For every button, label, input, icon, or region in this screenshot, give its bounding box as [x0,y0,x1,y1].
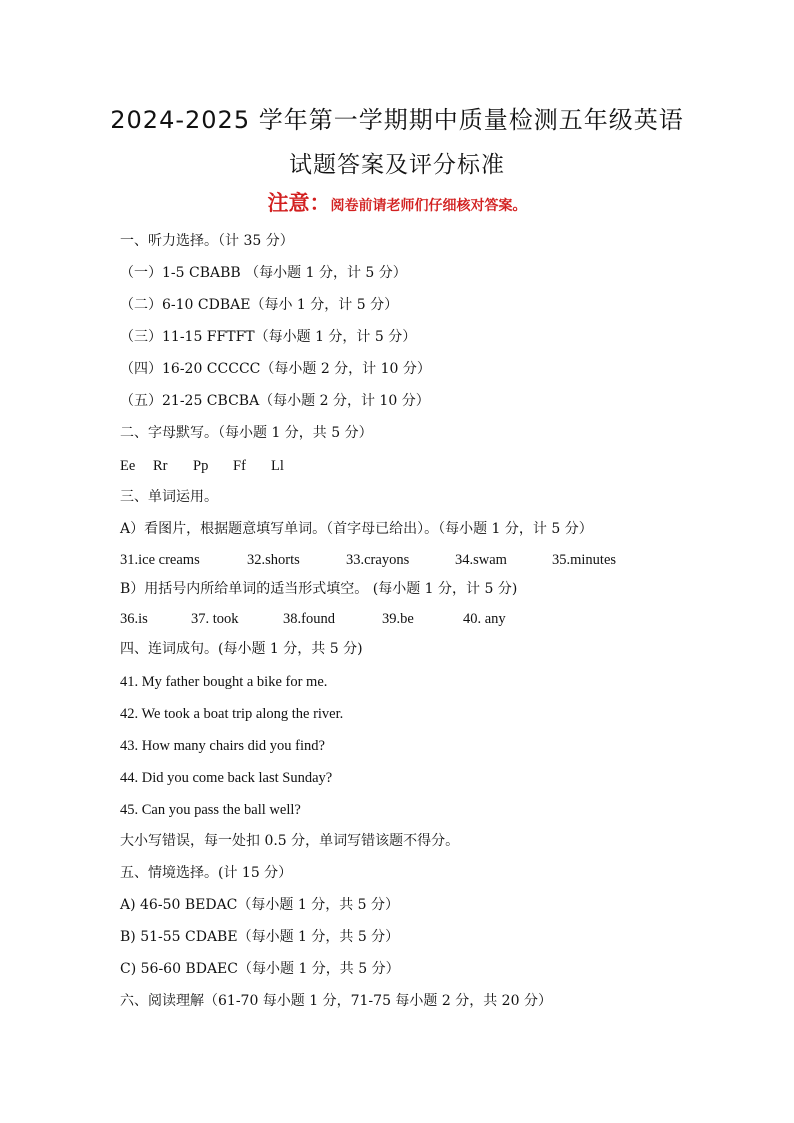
letter-answer: Ee [120,458,136,474]
section3-part-b: B）用括号内所给单词的适当形式填空。 (每小题 1 分，计 5 分) [120,581,518,597]
section6-heading: 六、阅读理解（61-70 每小题 1 分，71-75 每小题 2 分，共 20 分） [120,993,552,1009]
section1-item-1: （一）1-5 CBABB （每小题 1 分，计 5 分） [120,265,407,281]
letter-answer: Ff [233,458,246,474]
word-answer: 38.found [283,611,335,627]
section1-item-3: （三）11-15 FFTFT（每小题 1 分，计 5 分） [120,329,417,345]
notice [0,187,794,217]
page-subtitle: 试题答案及评分标准 [289,152,505,178]
page-title: 2024-2025 学年第一学期期中质量检测五年级英语 [110,106,684,134]
letter-answer: Pp [193,458,209,474]
sentence-answer: 44. Did you come back last Sunday? [120,770,333,786]
notice-label: 注意： [267,190,331,215]
section4-heading: 四、连词成句。(每小题 1 分，共 5 分) [120,641,363,657]
section3-part-a: A）看图片，根据题意填写单词。（首字母已给出）。（每小题 1 分，计 5 分） [120,521,593,537]
word-answer: 33.crayons [346,552,410,568]
section1-heading: 一、听力选择。（计 35 分） [120,233,294,249]
word-answer: 36.is [120,611,148,627]
word-answer: 39.be [382,611,414,627]
section1-item-4: （四）16-20 CCCCC（每小题 2 分，计 10 分） [120,361,431,377]
section1-item-2: （二）6-10 CDBAE（每小 1 分，计 5 分） [120,297,399,313]
sentence-answer: 43. How many chairs did you find? [120,738,325,754]
section2-heading: 二、字母默写。（每小题 1 分，共 5 分） [120,425,373,441]
word-answer: 35.minutes [552,552,617,568]
sentence-answer: 45. Can you pass the ball well? [120,802,301,818]
letter-answer: Ll [271,458,284,474]
section5-item-c: C) 56-60 BDAEC（每小题 1 分，共 5 分） [120,961,400,977]
section3-heading: 三、单词运用。 [120,489,218,505]
letter-answer: Rr [153,458,168,474]
word-answer: 37. took [191,611,239,627]
section1-item-5: （五）21-25 CBCBA（每小题 2 分，计 10 分） [120,393,430,409]
section5-item-a: A) 46-50 BEDAC（每小题 1 分，共 5 分） [120,897,400,913]
section5-heading: 五、情境选择。(计 15 分） [120,865,293,881]
sentence-answer: 41. My father bought a bike for me. [120,674,328,690]
word-answer: 32.shorts [247,552,300,568]
word-answer: 40. any [463,611,506,627]
word-answer: 34.swam [455,552,507,568]
section5-item-b: B) 51-55 CDABE（每小题 1 分，共 5 分） [120,929,400,945]
section4-scoring-note: 大小写错误，每一处扣 0.5 分，单词写错该题不得分。 [120,833,460,849]
sentence-answer: 42. We took a boat trip along the river. [120,706,344,722]
word-answer: 31.ice creams [120,552,200,568]
notice-text: 阅卷前请老师们仔细核对答案。 [330,198,527,214]
